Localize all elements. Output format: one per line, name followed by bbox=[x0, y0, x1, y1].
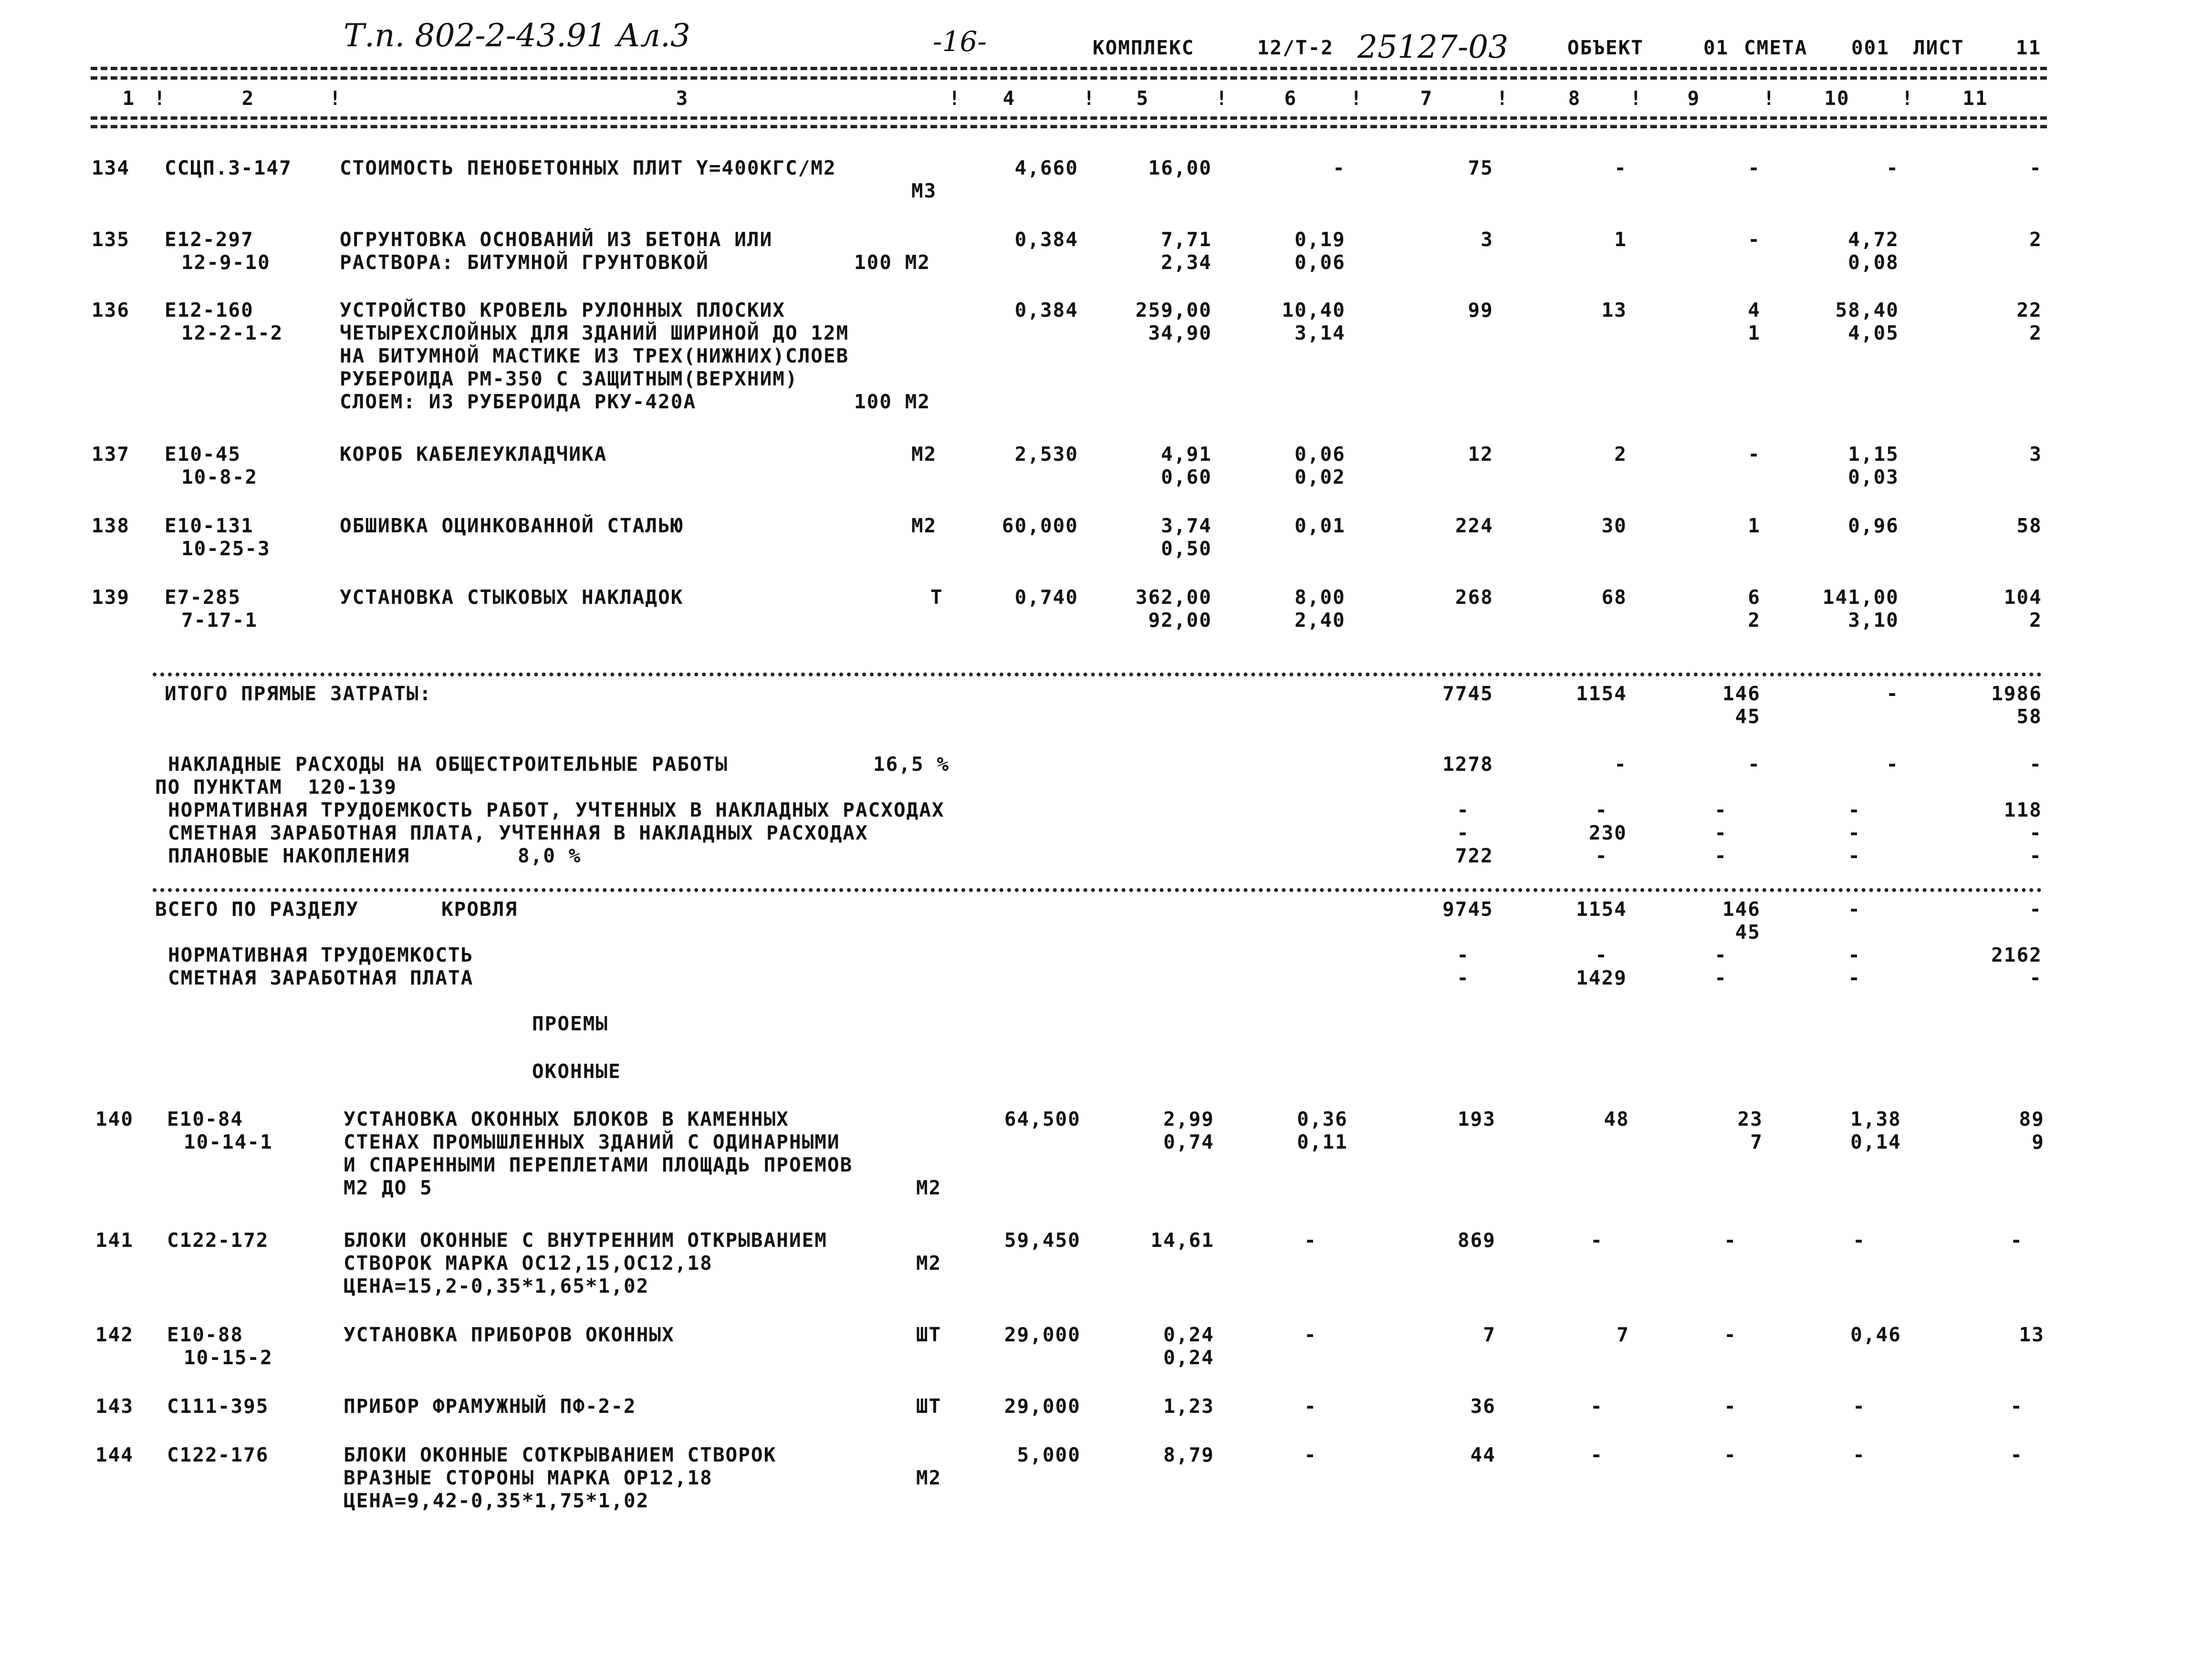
row-number: 139 bbox=[92, 586, 130, 609]
complex-code: 12/Т-2 bbox=[1257, 36, 1334, 59]
row-description: УСТАНОВКА ОКОННЫХ БЛОКОВ В КАМЕННЫХ bbox=[344, 1108, 789, 1130]
sheet-label: ЛИСТ bbox=[1913, 36, 1964, 59]
row-description: ОБШИВКА ОЦИНКОВАННОЙ СТАЛЬЮ bbox=[340, 514, 684, 537]
row-c10: 58,40 bbox=[1835, 299, 1899, 321]
complex-handwritten-code: 25127-03 bbox=[1357, 29, 1509, 65]
row-qty: 60,000 bbox=[1001, 514, 1078, 537]
labor-norm-overhead-c7: - bbox=[1457, 799, 1470, 821]
wage-overhead-c8: 230 bbox=[1588, 821, 1627, 844]
row-c6: 0,19 bbox=[1294, 228, 1345, 251]
planned-savings-percent: 8,0 % bbox=[518, 844, 582, 867]
col-no-3: 3 bbox=[676, 87, 689, 110]
row-unit: М2 bbox=[911, 514, 937, 537]
row-description: ЧЕТЫРЕХСЛОЙНЫХ ДЛЯ ЗДАНИЙ ШИРИНОЙ ДО 12М bbox=[340, 321, 849, 344]
section-total-c7: 9745 bbox=[1442, 898, 1493, 921]
row-c9: - bbox=[1748, 228, 1761, 251]
planned-savings-c8: - bbox=[1595, 844, 1608, 867]
col-no-10: 10 bbox=[1824, 87, 1850, 110]
wage-c7: - bbox=[1457, 966, 1470, 989]
row-c8: 7 bbox=[1617, 1323, 1629, 1346]
row-description: ОГРУНТОВКА ОСНОВАНИЙ ИЗ БЕТОНА ИЛИ bbox=[340, 228, 773, 251]
row-c5: 14,61 bbox=[1150, 1229, 1214, 1252]
row-c6: 0,36 bbox=[1297, 1108, 1348, 1130]
section-total-label: ВСЕГО ПО РАЗДЕЛУ bbox=[155, 898, 359, 921]
col-sep: ! bbox=[1901, 87, 1914, 110]
row-c8: 13 bbox=[1601, 299, 1627, 321]
estimate-label: СМЕТА bbox=[1744, 36, 1808, 59]
row-c6: 10,40 bbox=[1282, 299, 1345, 321]
overhead-c10: - bbox=[1886, 753, 1899, 776]
row-unit: М2 bbox=[916, 1252, 942, 1275]
planned-savings-c7: 722 bbox=[1455, 844, 1493, 867]
row-unit: 100 М2 bbox=[854, 390, 931, 413]
row-c8: 48 bbox=[1604, 1108, 1629, 1130]
row-c7: 268 bbox=[1455, 586, 1493, 609]
row-c5: 0,24 bbox=[1163, 1323, 1214, 1346]
row-c5: 0,50 bbox=[1161, 537, 1212, 560]
row-c5: 7,71 bbox=[1161, 228, 1212, 251]
planned-savings-label: ПЛАНОВЫЕ НАКОПЛЕНИЯ bbox=[168, 844, 410, 867]
row-description: ВРАЗНЫЕ СТОРОНЫ МАРКА ОР12,18 bbox=[344, 1466, 713, 1489]
row-c11: 2 bbox=[2029, 609, 2042, 632]
total-direct-label: ИТОГО ПРЯМЫЕ ЗАТРАТЫ: bbox=[165, 682, 432, 705]
row-description: КОРОБ КАБЕЛЕУКЛАДЧИКА bbox=[340, 443, 607, 466]
row-c11: 9 bbox=[2032, 1130, 2044, 1153]
col-sep: ! bbox=[1083, 87, 1096, 110]
planned-savings-c9: - bbox=[1714, 844, 1727, 867]
row-c9: - bbox=[1724, 1395, 1737, 1418]
col-no-9: 9 bbox=[1687, 87, 1700, 110]
row-c9: 23 bbox=[1737, 1108, 1763, 1130]
object-label: ОБЪЕКТ bbox=[1567, 36, 1644, 59]
row-description: УСТРОЙСТВО КРОВЕЛЬ РУЛОННЫХ ПЛОСКИХ bbox=[340, 299, 785, 321]
row-unit: М3 bbox=[911, 179, 937, 202]
row-qty: 29,000 bbox=[1004, 1323, 1081, 1346]
section-total-name: КРОВЛЯ bbox=[441, 898, 518, 921]
row-qty: 0,384 bbox=[1014, 299, 1078, 321]
row-c10: 4,72 bbox=[1848, 228, 1899, 251]
row-c6: - bbox=[1304, 1229, 1317, 1252]
row-c10: 0,08 bbox=[1848, 251, 1899, 274]
row-c10: 1,15 bbox=[1848, 443, 1899, 466]
row-description: РАСТВОРА: БИТУМНОЙ ГРУНТОВКОЙ bbox=[340, 251, 709, 274]
row-c7: 3 bbox=[1481, 228, 1493, 251]
row-qty: 64,500 bbox=[1004, 1108, 1081, 1130]
row-unit: М2 bbox=[916, 1466, 942, 1489]
labor-norm-overhead-c8: - bbox=[1595, 799, 1608, 821]
row-unit: 100 М2 bbox=[854, 251, 931, 274]
row-c5: 34,90 bbox=[1148, 321, 1212, 344]
row-c6: 0,06 bbox=[1294, 443, 1345, 466]
wage-label: СМЕТНАЯ ЗАРАБОТНАЯ ПЛАТА bbox=[168, 966, 474, 989]
row-description: ЦЕНА=15,2-0,35*1,65*1,02 bbox=[344, 1275, 649, 1297]
row-c8: 2 bbox=[1614, 443, 1627, 466]
overhead-c8: - bbox=[1614, 753, 1627, 776]
row-c8: 68 bbox=[1601, 586, 1627, 609]
section-title: ПРОЕМЫ bbox=[532, 1012, 609, 1035]
overhead-items: ПО ПУНКТАМ 120-139 bbox=[155, 776, 397, 799]
row-c11: 89 bbox=[2019, 1108, 2044, 1130]
total-direct-c9: 45 bbox=[1735, 705, 1761, 728]
estimate-value: 001 bbox=[1851, 36, 1890, 59]
row-c7: 193 bbox=[1457, 1108, 1496, 1130]
wage-overhead-c9: - bbox=[1714, 821, 1727, 844]
row-c6: - bbox=[1333, 156, 1345, 179]
header-rule-top bbox=[91, 67, 2047, 70]
row-code: С111-395 bbox=[167, 1395, 269, 1418]
labor-norm-c9: - bbox=[1714, 944, 1727, 966]
row-c8: - bbox=[1590, 1229, 1603, 1252]
dotted-rule bbox=[153, 673, 2042, 676]
row-description: НА БИТУМНОЙ МАСТИКЕ ИЗ ТРЕХ(НИЖНИХ)СЛОЕВ bbox=[340, 344, 849, 367]
section-total-c9: 45 bbox=[1735, 921, 1761, 944]
row-description: СТЕНАХ ПРОМЫШЛЕННЫХ ЗДАНИЙ С ОДИНАРНЫМИ bbox=[344, 1130, 840, 1153]
row-c9: 2 bbox=[1748, 609, 1761, 632]
row-code-sub: 10-14-1 bbox=[184, 1130, 273, 1153]
row-c6: - bbox=[1304, 1443, 1317, 1466]
row-number: 144 bbox=[95, 1443, 134, 1466]
col-no-11: 11 bbox=[1962, 87, 1988, 110]
wage-c9: - bbox=[1714, 966, 1727, 989]
row-c11: 2 bbox=[2029, 321, 2042, 344]
row-c10: - bbox=[1853, 1443, 1866, 1466]
row-c10: 0,14 bbox=[1850, 1130, 1901, 1153]
total-direct-c9: 146 bbox=[1722, 682, 1761, 705]
complex-label: КОМПЛЕКС bbox=[1093, 36, 1195, 59]
total-direct-c11: 1986 bbox=[1991, 682, 2042, 705]
labor-norm-overhead-c9: - bbox=[1714, 799, 1727, 821]
row-c5: 0,60 bbox=[1161, 466, 1212, 488]
section-total-c11: - bbox=[2029, 898, 2042, 921]
planned-savings-c10: - bbox=[1848, 844, 1861, 867]
row-description: М2 ДО 5 bbox=[344, 1176, 433, 1199]
subsection-title: ОКОННЫЕ bbox=[532, 1060, 621, 1083]
overhead-label: НАКЛАДНЫЕ РАСХОДЫ НА ОБЩЕСТРОИТЕЛЬНЫЕ РАБОТЫ bbox=[168, 753, 729, 776]
row-unit: ШТ bbox=[916, 1323, 942, 1346]
col-sep: ! bbox=[154, 87, 167, 110]
total-direct-c8: 1154 bbox=[1576, 682, 1627, 705]
row-c11: 3 bbox=[2029, 443, 2042, 466]
row-c11: - bbox=[2010, 1395, 2023, 1418]
row-number: 137 bbox=[92, 443, 130, 466]
col-sep: ! bbox=[1350, 87, 1363, 110]
overhead-c9: - bbox=[1748, 753, 1761, 776]
col-sep: ! bbox=[329, 87, 342, 110]
row-c7: 75 bbox=[1468, 156, 1493, 179]
row-code: Е12-297 bbox=[165, 228, 254, 251]
sheet-value: 11 bbox=[2016, 36, 2042, 59]
row-code-sub: 10-25-3 bbox=[181, 537, 271, 560]
row-c8: 30 bbox=[1601, 514, 1627, 537]
row-description: РУБЕРОИДА РМ-350 С ЗАЩИТНЫМ(ВЕРХНИМ) bbox=[340, 367, 798, 390]
col-no-4: 4 bbox=[1002, 87, 1016, 110]
row-code: Е10-88 bbox=[167, 1323, 244, 1346]
wage-c10: - bbox=[1848, 966, 1861, 989]
labor-norm-c11: 2162 bbox=[1991, 944, 2042, 966]
wage-overhead-c11: - bbox=[2029, 821, 2042, 844]
row-c6: 0,01 bbox=[1294, 514, 1345, 537]
row-c5: 2,99 bbox=[1163, 1108, 1214, 1130]
row-c10: 1,38 bbox=[1850, 1108, 1901, 1130]
labor-norm-c8: - bbox=[1595, 944, 1608, 966]
row-qty: 0,384 bbox=[1014, 228, 1078, 251]
row-c5: 4,91 bbox=[1161, 443, 1212, 466]
row-code: С122-176 bbox=[167, 1443, 269, 1466]
row-number: 142 bbox=[95, 1323, 134, 1346]
row-code-sub: 7-17-1 bbox=[181, 609, 258, 632]
row-code-sub: 10-15-2 bbox=[184, 1346, 273, 1369]
labor-norm-overhead-c11: 118 bbox=[2003, 799, 2042, 821]
row-description: УСТАНОВКА СТЫКОВЫХ НАКЛАДОК bbox=[340, 586, 684, 609]
row-description: ПРИБОР ФРАМУЖНЫЙ ПФ-2-2 bbox=[344, 1395, 636, 1418]
col-no-7: 7 bbox=[1420, 87, 1433, 110]
planned-savings-c11: - bbox=[2029, 844, 2042, 867]
row-description: БЛОКИ ОКОННЫЕ СОТКРЫВАНИЕМ СТВОРОК bbox=[344, 1443, 777, 1466]
row-code: Е7-285 bbox=[165, 586, 241, 609]
row-code-sub: 12-9-10 bbox=[181, 251, 271, 274]
wage-overhead-c7: - bbox=[1457, 821, 1470, 844]
total-direct-c10: - bbox=[1886, 682, 1899, 705]
row-c6: 2,40 bbox=[1294, 609, 1345, 632]
row-qty: 59,450 bbox=[1004, 1229, 1081, 1252]
header-rule-top-2 bbox=[91, 76, 2047, 80]
row-description: СТОИМОСТЬ ПЕНОБЕТОННЫХ ПЛИТ Y=400КГС/М2 bbox=[340, 156, 836, 179]
row-qty: 2,530 bbox=[1014, 443, 1078, 466]
row-c11: - bbox=[2010, 1229, 2023, 1252]
row-c5: 1,23 bbox=[1163, 1395, 1214, 1418]
wage-c8: 1429 bbox=[1576, 966, 1627, 989]
row-code: Е10-45 bbox=[165, 443, 241, 466]
row-description: УСТАНОВКА ПРИБОРОВ ОКОННЫХ bbox=[344, 1323, 675, 1346]
row-c10: 0,46 bbox=[1850, 1323, 1901, 1346]
row-description: БЛОКИ ОКОННЫЕ С ВНУТРЕННИМ ОТКРЫВАНИЕМ bbox=[344, 1229, 827, 1252]
row-code: ССЦП.3-147 bbox=[165, 156, 292, 179]
row-number: 138 bbox=[92, 514, 130, 537]
row-unit: ШТ bbox=[916, 1395, 942, 1418]
row-code: С122-172 bbox=[167, 1229, 269, 1252]
labor-norm-c10: - bbox=[1848, 944, 1861, 966]
row-c9: 7 bbox=[1750, 1130, 1763, 1153]
labor-norm-label: НОРМАТИВНАЯ ТРУДОЕМКОСТЬ bbox=[168, 944, 474, 966]
section-total-c9: 146 bbox=[1722, 898, 1761, 921]
col-no-6: 6 bbox=[1284, 87, 1297, 110]
overhead-percent: 16,5 % bbox=[873, 753, 950, 776]
col-sep: ! bbox=[1216, 87, 1229, 110]
row-c7: 7 bbox=[1483, 1323, 1496, 1346]
row-c7: 12 bbox=[1468, 443, 1493, 466]
row-description: ЦЕНА=9,42-0,35*1,75*1,02 bbox=[344, 1489, 649, 1512]
row-c11: 104 bbox=[2003, 586, 2042, 609]
row-c11: 22 bbox=[2016, 299, 2042, 321]
row-c5: 92,00 bbox=[1148, 609, 1212, 632]
row-c10: 3,10 bbox=[1848, 609, 1899, 632]
section-total-c10: - bbox=[1848, 898, 1861, 921]
row-description: И СПАРЕННЫМИ ПЕРЕПЛЕТАМИ ПЛОЩАДЬ ПРОЕМОВ bbox=[344, 1153, 853, 1176]
row-c11: - bbox=[2029, 156, 2042, 179]
row-code: Е12-160 bbox=[165, 299, 254, 321]
header-rule-bottom-2 bbox=[91, 125, 2047, 128]
labor-norm-overhead-c10: - bbox=[1848, 799, 1861, 821]
row-c6: 8,00 bbox=[1294, 586, 1345, 609]
row-c9: 4 bbox=[1748, 299, 1761, 321]
row-c9: - bbox=[1724, 1443, 1737, 1466]
total-direct-c11: 58 bbox=[2016, 705, 2042, 728]
col-sep: ! bbox=[1763, 87, 1776, 110]
col-no-8: 8 bbox=[1568, 87, 1581, 110]
row-c10: - bbox=[1853, 1395, 1866, 1418]
row-c7: 36 bbox=[1470, 1395, 1496, 1418]
overhead-c7: 1278 bbox=[1442, 753, 1493, 776]
col-no-2: 2 bbox=[241, 87, 255, 110]
row-c5: 259,00 bbox=[1135, 299, 1212, 321]
row-c5: 0,74 bbox=[1163, 1130, 1214, 1153]
wage-overhead-c10: - bbox=[1848, 821, 1861, 844]
total-direct-c7: 7745 bbox=[1442, 682, 1493, 705]
row-qty: 0,740 bbox=[1014, 586, 1078, 609]
row-c9: 1 bbox=[1748, 514, 1761, 537]
row-qty: 5,000 bbox=[1017, 1443, 1081, 1466]
row-code-sub: 12-2-1-2 bbox=[181, 321, 283, 344]
row-unit: М2 bbox=[916, 1176, 942, 1199]
row-c5: 3,74 bbox=[1161, 514, 1212, 537]
row-number: 136 bbox=[92, 299, 130, 321]
row-c6: 3,14 bbox=[1294, 321, 1345, 344]
row-description: СЛОЕМ: ИЗ РУБЕРОИДА РКУ-420А bbox=[340, 390, 697, 413]
row-c7: 224 bbox=[1455, 514, 1493, 537]
row-c10: 0,96 bbox=[1848, 514, 1899, 537]
row-unit: Т bbox=[930, 586, 943, 609]
row-c8: - bbox=[1614, 156, 1627, 179]
document-code: Т.п. 802-2-43.91 Ал.3 bbox=[344, 17, 690, 54]
section-total-c8: 1154 bbox=[1576, 898, 1627, 921]
row-c11: - bbox=[2010, 1443, 2023, 1466]
row-c9: 6 bbox=[1748, 586, 1761, 609]
row-c11: 2 bbox=[2029, 228, 2042, 251]
row-c9: - bbox=[1724, 1323, 1737, 1346]
row-c10: - bbox=[1853, 1229, 1866, 1252]
col-sep: ! bbox=[1630, 87, 1643, 110]
row-c11: 58 bbox=[2016, 514, 2042, 537]
row-c7: 869 bbox=[1457, 1229, 1496, 1252]
dotted-rule bbox=[153, 888, 2042, 892]
row-c7: 44 bbox=[1470, 1443, 1496, 1466]
row-code: Е10-131 bbox=[165, 514, 254, 537]
row-number: 141 bbox=[95, 1229, 134, 1252]
row-c9: - bbox=[1748, 443, 1761, 466]
row-c9: - bbox=[1748, 156, 1761, 179]
col-sep: ! bbox=[1496, 87, 1509, 110]
row-c6: 0,11 bbox=[1297, 1130, 1348, 1153]
row-qty: 29,000 bbox=[1004, 1395, 1081, 1418]
col-no-1: 1 bbox=[122, 87, 136, 110]
row-c11: 13 bbox=[2019, 1323, 2044, 1346]
row-c10: 4,05 bbox=[1848, 321, 1899, 344]
row-c7: 99 bbox=[1468, 299, 1493, 321]
wage-c11: - bbox=[2029, 966, 2042, 989]
row-c6: 0,06 bbox=[1294, 251, 1345, 274]
row-c10: 0,03 bbox=[1848, 466, 1899, 488]
row-c8: - bbox=[1590, 1395, 1603, 1418]
row-c5: 362,00 bbox=[1135, 586, 1212, 609]
overhead-c11: - bbox=[2029, 753, 2042, 776]
row-c5: 0,24 bbox=[1163, 1346, 1214, 1369]
row-code-sub: 10-8-2 bbox=[181, 466, 258, 488]
row-c8: - bbox=[1590, 1443, 1603, 1466]
labor-norm-c7: - bbox=[1457, 944, 1470, 966]
row-unit: М2 bbox=[911, 443, 937, 466]
labor-norm-overhead-label: НОРМАТИВНАЯ ТРУДОЕМКОСТЬ РАБОТ, УЧТЕННЫХ В НАКЛАДНЫХ РАСХОДАХ bbox=[168, 799, 945, 821]
row-code: Е10-84 bbox=[167, 1108, 244, 1130]
row-c6: 0,02 bbox=[1294, 466, 1345, 488]
page-number: -16- bbox=[933, 25, 987, 58]
row-c5: 16,00 bbox=[1148, 156, 1212, 179]
header-rule-bottom bbox=[91, 116, 2047, 120]
row-c6: - bbox=[1304, 1323, 1317, 1346]
row-qty: 4,660 bbox=[1014, 156, 1078, 179]
row-c6: - bbox=[1304, 1395, 1317, 1418]
object-value: 01 bbox=[1703, 36, 1729, 59]
col-sep: ! bbox=[949, 87, 961, 110]
row-c9: - bbox=[1724, 1229, 1737, 1252]
col-no-5: 5 bbox=[1136, 87, 1149, 110]
row-number: 140 bbox=[95, 1108, 134, 1130]
row-description: СТВОРОК МАРКА ОС12,15,ОС12,18 bbox=[344, 1252, 713, 1275]
row-c5: 2,34 bbox=[1161, 251, 1212, 274]
row-c10: - bbox=[1886, 156, 1899, 179]
row-c9: 1 bbox=[1748, 321, 1761, 344]
row-number: 143 bbox=[95, 1395, 134, 1418]
row-number: 134 bbox=[92, 156, 130, 179]
row-c5: 8,79 bbox=[1163, 1443, 1214, 1466]
row-number: 135 bbox=[92, 228, 130, 251]
row-c10: 141,00 bbox=[1822, 586, 1899, 609]
row-c8: 1 bbox=[1614, 228, 1627, 251]
wage-overhead-label: СМЕТНАЯ ЗАРАБОТНАЯ ПЛАТА, УЧТЕННАЯ В НАКЛАДНЫХ РАСХОДАХ bbox=[168, 821, 868, 844]
